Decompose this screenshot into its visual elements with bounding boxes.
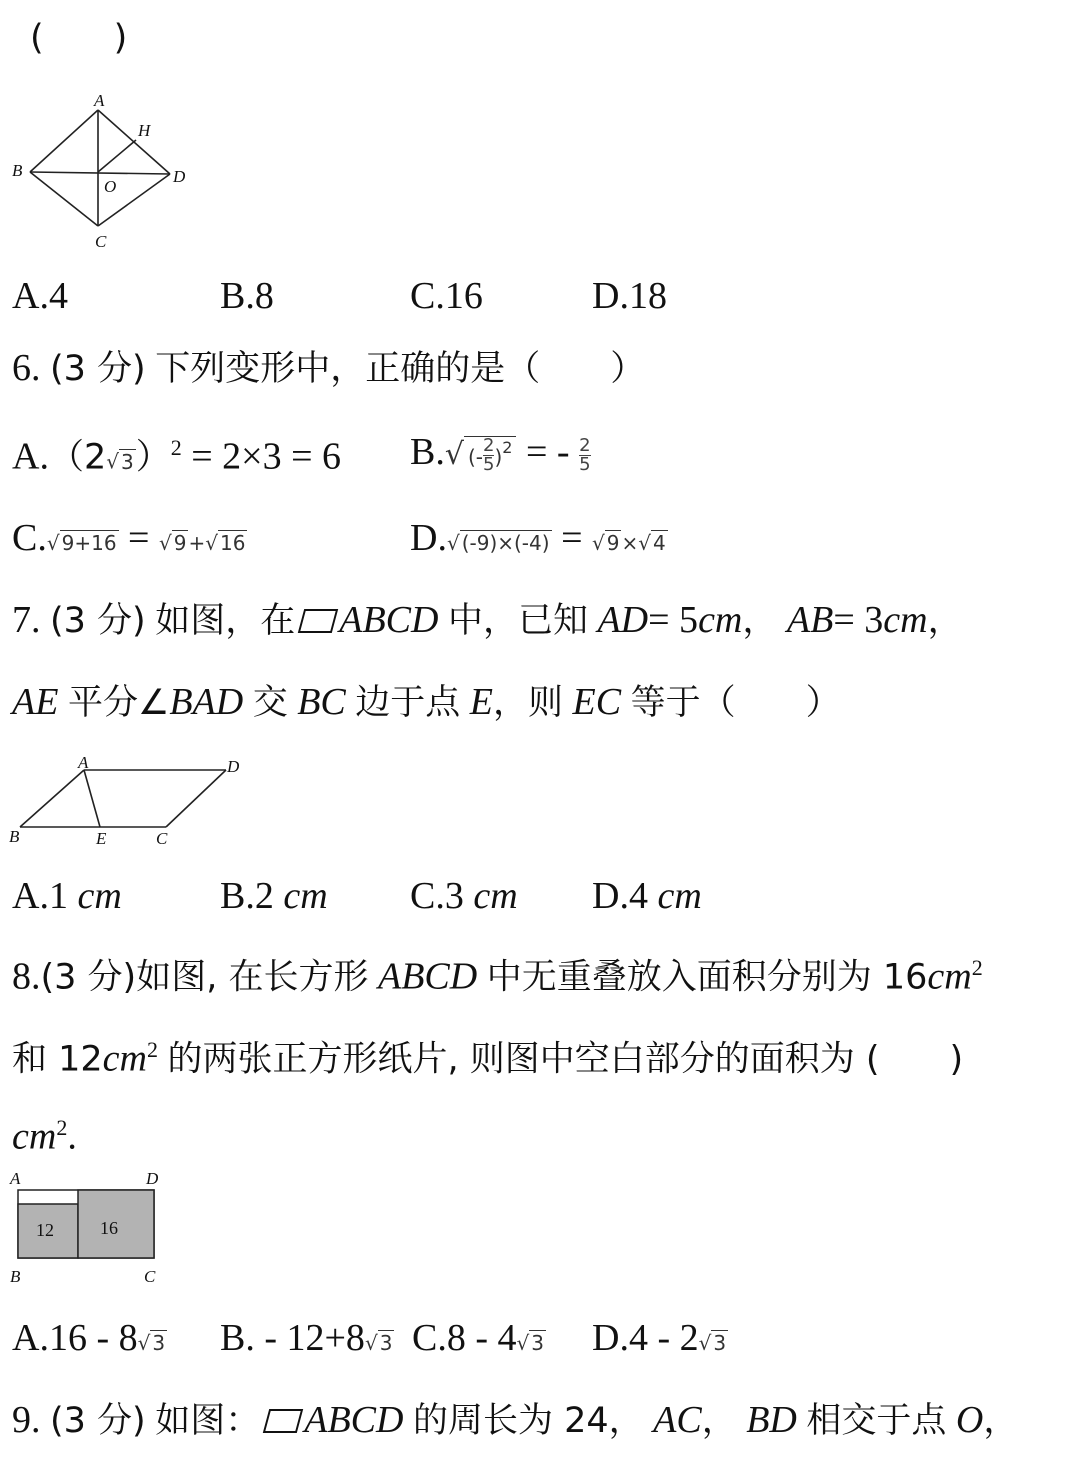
q6-b-minus: - bbox=[556, 431, 570, 473]
q6-a-open: （2 bbox=[48, 437, 107, 478]
parallelogram-icon bbox=[263, 1409, 303, 1433]
q5-label-b: B bbox=[12, 161, 23, 180]
q6-c-sqrt-left: √ 9+16 bbox=[46, 531, 117, 555]
q8-label-a: A bbox=[10, 1169, 21, 1188]
q6-a-sqrt: √ 3 bbox=[106, 449, 134, 474]
q8-number: 8. bbox=[12, 955, 41, 998]
q5-label-d: D bbox=[173, 167, 186, 186]
q6-option-b[interactable] bbox=[410, 424, 591, 481]
q7-label-d: D bbox=[227, 757, 240, 776]
q5-side-bc bbox=[30, 172, 98, 226]
q5-label-c: C bbox=[95, 232, 107, 251]
q6-a-exp: 2 bbox=[170, 435, 182, 460]
q7-segment-ae bbox=[84, 770, 100, 827]
q6-option-c[interactable] bbox=[12, 514, 247, 567]
q8-rectangle-figure bbox=[6, 1166, 176, 1290]
q5-side-ab bbox=[30, 110, 98, 172]
q8-stem-line1: 8.(3 分)如图, 在长方形 ABCD 中无重叠放入面积分别为 $16cm^2$ bbox=[12, 955, 983, 998]
q6-stem bbox=[12, 344, 645, 393]
q7-label-b: B bbox=[9, 827, 20, 846]
q9-number: 9. bbox=[12, 1399, 41, 1441]
q8-square-16-label: 16 bbox=[100, 1218, 118, 1238]
q7-option-c[interactable]: C.3 cm bbox=[410, 875, 518, 917]
q8-label-d: D bbox=[146, 1169, 159, 1188]
q6-c-sqrt-9: √ 9 bbox=[158, 531, 187, 555]
q6-a-label: A. bbox=[12, 435, 49, 478]
q8-label-c: C bbox=[144, 1267, 156, 1286]
q7-stem-line2: AE 平分∠BAD 交 BC 边于点 E，则 EC 等于（ ） bbox=[12, 681, 841, 723]
q7-side-ab bbox=[20, 770, 84, 827]
q6-c-plus: + bbox=[188, 531, 206, 555]
q6-d-eq: = bbox=[561, 517, 583, 559]
q9-score: (3 分) bbox=[50, 1401, 146, 1441]
q5-option-b[interactable]: B.8 bbox=[220, 275, 274, 317]
q6-b-eq: = bbox=[525, 431, 548, 473]
q8-stem-line3: $cm^2$. bbox=[12, 1115, 77, 1158]
q8-option-d[interactable]: D.4 - 2√ 3 bbox=[592, 1317, 727, 1359]
q6-d-sqrt-left: √ (-9)×(-4) bbox=[446, 531, 550, 555]
q5-label-a: A bbox=[94, 92, 105, 110]
q5-rhombus-figure bbox=[8, 92, 198, 252]
q5-answer-paren: ( ) bbox=[30, 18, 128, 58]
q6-question-text: 下列变形中，正确的是（ ） bbox=[155, 349, 646, 389]
q8-label-b: B bbox=[10, 1267, 21, 1286]
q6-b-fraction: $\frac{2}{5}$ bbox=[579, 434, 591, 475]
q8-square-12-label: 12 bbox=[36, 1220, 54, 1240]
q6-d-label: D. bbox=[410, 517, 447, 559]
q7-score: (3 分) bbox=[50, 601, 146, 641]
q6-option-a[interactable] bbox=[12, 424, 341, 486]
q5-option-d[interactable]: D.18 bbox=[592, 275, 667, 317]
q6-b-label: B. bbox=[410, 431, 445, 473]
q6-d-sqrt-4: √ 4 bbox=[638, 531, 666, 555]
q6-number: 6. bbox=[12, 347, 41, 389]
q5-segment-oh bbox=[98, 140, 136, 172]
q8-option-c[interactable]: C.8 - 4√ 3 bbox=[412, 1317, 544, 1359]
q8-option-b[interactable]: B. - 12+8√ 3 bbox=[220, 1317, 393, 1359]
parallelogram-icon bbox=[298, 609, 338, 633]
q7-option-a[interactable]: A.1 cm bbox=[12, 875, 122, 917]
q6-a-close: ） bbox=[135, 437, 171, 478]
q5-diagonal-bd bbox=[30, 172, 170, 174]
q6-d-times: × bbox=[621, 531, 639, 555]
q8-stem-line2: 和 $12cm^2$ 的两张正方形纸片, 则图中空白部分的面积为 ( ) bbox=[12, 1037, 964, 1080]
q7-side-cd bbox=[166, 770, 226, 827]
q7-parallelogram-figure bbox=[6, 752, 256, 852]
q5-label-h: H bbox=[138, 121, 151, 140]
q6-d-sqrt-9: √ 9 bbox=[592, 531, 620, 555]
q7-label-c: C bbox=[156, 829, 168, 848]
q6-c-sqrt-16: √ 16 bbox=[205, 531, 246, 555]
q5-label-o: O bbox=[104, 177, 117, 196]
q7-label-a: A bbox=[78, 753, 89, 772]
q6-c-eq: = bbox=[128, 517, 150, 559]
q7-option-d[interactable]: D.4 cm bbox=[592, 875, 702, 917]
q5-option-a[interactable]: A.4 bbox=[12, 275, 68, 317]
q8-score: (3 分) bbox=[40, 957, 137, 998]
q7-number: 7. bbox=[12, 599, 41, 641]
q6-option-d[interactable] bbox=[410, 514, 668, 567]
q6-score: (3 分) bbox=[50, 349, 146, 389]
q8-option-a[interactable]: A.16 - 8√ 3 bbox=[12, 1317, 166, 1359]
q9-stem: 9. (3 分) 如图： ABCD 的周长为 24， AC， BD 相交于点 O， bbox=[12, 1399, 1019, 1441]
q7-option-b[interactable]: B.2 cm bbox=[220, 875, 328, 917]
q5-option-c[interactable]: C.16 bbox=[410, 275, 483, 317]
q6-c-label: C. bbox=[12, 517, 47, 559]
q6-a-rest: = 2×3 = 6 bbox=[191, 435, 342, 478]
q7-label-e: E bbox=[96, 829, 107, 848]
q7-stem-line1: 7. (3 分) 如图，在 ABCD 中，已知 AD= 5cm， AB= 3cm， bbox=[12, 599, 963, 641]
q6-b-sqrt: √ (- $\frac{2}{5}$ )$^2$ bbox=[445, 436, 517, 472]
